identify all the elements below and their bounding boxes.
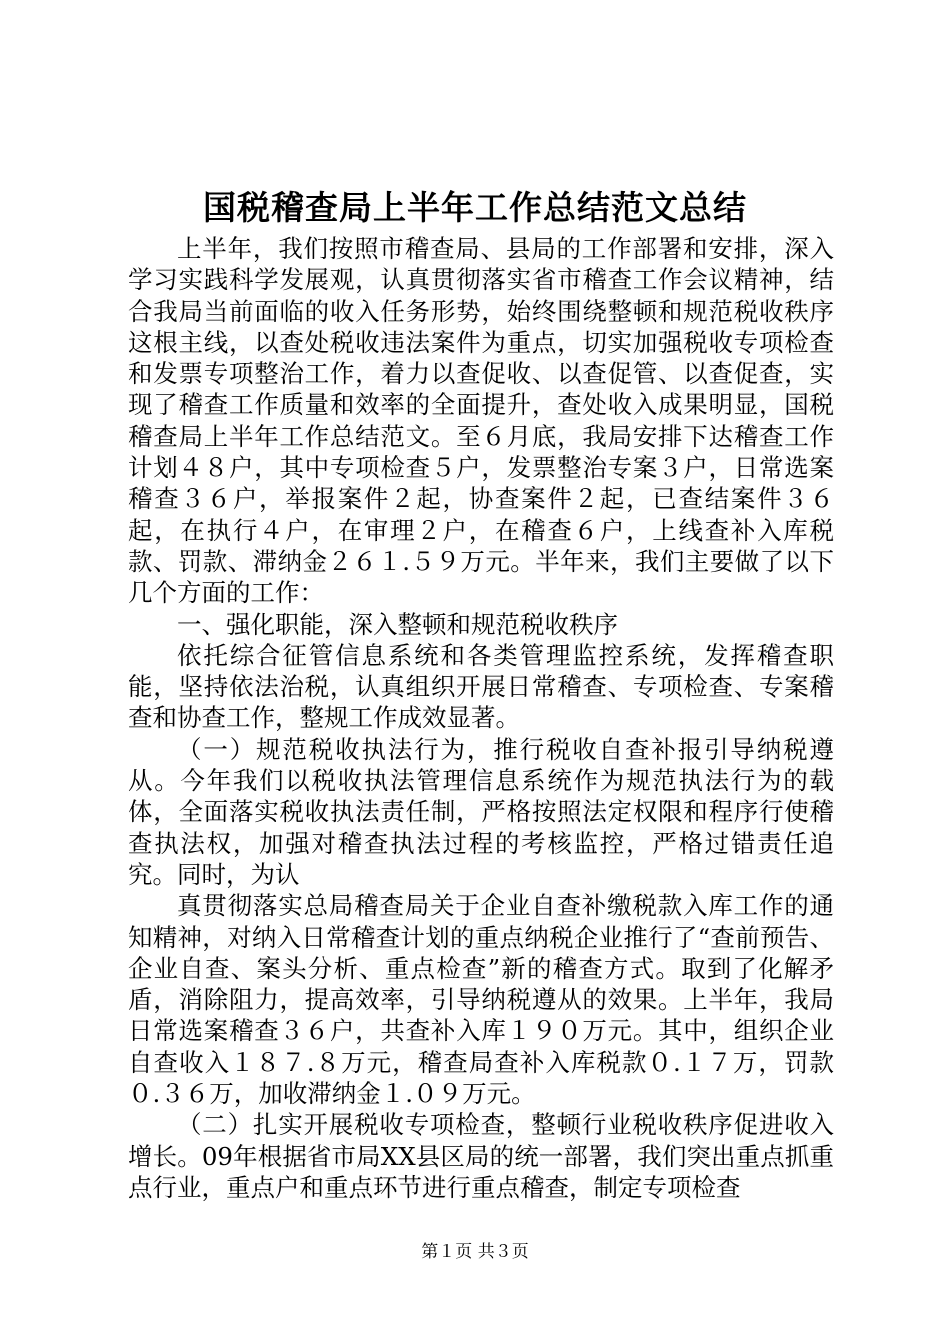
- paragraph-section-1: 依托综合征管信息系统和各类管理监控系统，发挥稽查职能，坚持依法治税，认真组织开展日常稽查、专项检查、专案稽查和协查工作，整规工作成效显著。: [128, 640, 834, 733]
- paragraph-subsection-1: （一）规范税收执法行为，推行税收自查补报引导纳税遵从。今年我们以税收执法管理信息系统作为规范执法行为的载体，全面落实税收执法责任制，严格按照法定权限和程序行使稽查执法权，加强对稽查执法过程的考核监控，严格过错责任追究。同时，为认: [128, 734, 834, 889]
- document-body: [128, 233, 834, 1203]
- paragraph-subsection-1-continued: 真贯彻落实总局稽查局关于企业自查补缴税款入库工作的通知精神，对纳入日常稽查计划的重点纳税企业推行了“查前预告、企业自查、案头分析、重点检查”新的稽查方式。取到了化解矛盾，消除阻力，提高效率，引导纳税遵从的效果。上半年，我局日常选案稽查３６户，共查补入库１９０万元。其中，组织企业自查收入１８７.８万元，稽查局查补入库税款０.１７万，罚款０.３６万，加收滞纳金１.０９万元。: [128, 891, 834, 1109]
- document-title: 国税稽查局上半年工作总结范文总结: [203, 188, 747, 227]
- paragraph-subsection-2: （二）扎实开展税收专项检查，整顿行业税收秩序促进收入增长。09年根据省市局XX县区局的统一部署，我们突出重点抓重点行业，重点户和重点环节进行重点稽查，制定专项检查: [128, 1110, 834, 1202]
- page-footer: 第１页 共３页: [421, 1242, 529, 1262]
- paragraph-intro: 上半年，我们按照市稽查局、县局的工作部署和安排，深入学习实践科学发展观，认真贯彻落实省市稽查工作会议精神，结合我局当前面临的收入任务形势，始终围绕整顿和规范税收秩序这根主线，以查处税收违法案件为重点，切实加强税收专项检查和发票专项整治工作，着力以查促收、以查促管、以查促查，实现了稽查工作质量和效率的全面提升，查处收入成果明显，国税稽查局上半年工作总结范文。至６月底，我局安排下达稽查工作计划４８户，其中专项检查５户，发票整治专案３户，日常选案稽查３６户，举报案件２起，协查案件２起，已查结案件３６起，在执行４户，在审理２户，在稽查６户，上线查补入库税款、罚款、滞纳金２６１.５９万元。半年来，我们主要做了以下几个方面的工作：: [128, 234, 834, 608]
- section-heading-1: 一、强化职能，深入整顿和规范税收秩序: [177, 609, 618, 639]
